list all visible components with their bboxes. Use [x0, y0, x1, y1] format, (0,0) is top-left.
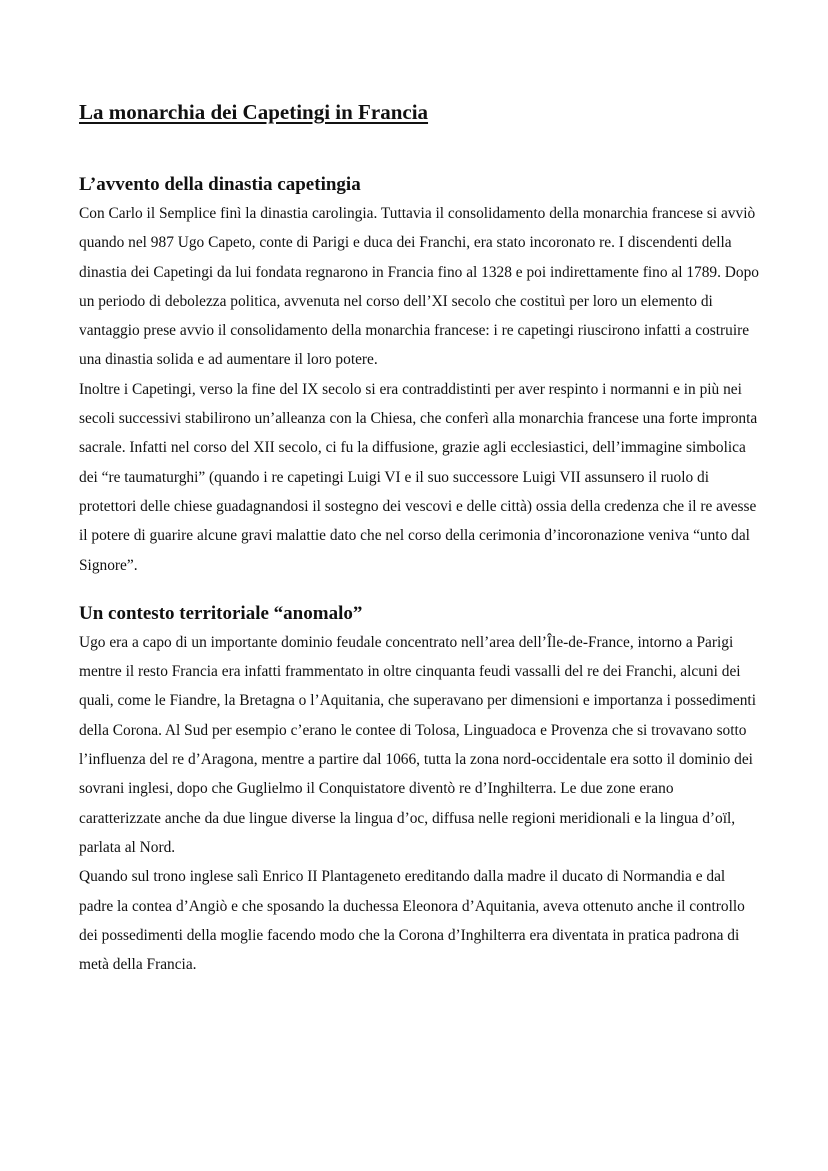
paragraph: Con Carlo il Semplice finì la dinastia carolingia. Tuttavia il consolidamento della monarchia francese si avviò quando nel 987 Ugo Capeto, conte di Parigi e duca dei Franchi, era stato incoronato re. I discendenti della dinastia dei Capetingi da lui fondata regnarono in Francia fino al 1328 e poi indirettamente fino al 1789. Dopo un periodo di debolezza politica, avvenuta nel corso dell’XI secolo che costituì per loro un elemento di vantaggio prese avvio il consolidamento della monarchia francese: i re capetingi riuscirono infatti a costruire una dinastia solida e ad aumentare il loro potere. — [79, 205, 759, 369]
document-page — [79, 95, 759, 979]
paragraph: Inoltre i Capetingi, verso la fine del IX secolo si era contraddistinti per aver respinto i normanni e in più nei secoli successivi stabilirono un’alleanza con la Chiesa, che conferì alla monarchia francese una forte impronta sacrale. Infatti nel corso del XII secolo, ci fu la diffusione, grazie agli ecclesiastici, dell’immagine simbolica dei “re taumaturghi” (quando i re capetingi Luigi VI e il suo successore Luigi VII assunsero il ruolo di protettori delle chiese guadagnandosi il sostegno dei vescovi e delle città) ossia della credenza che il re avesse il potere di guarire alcune gravi malattie dato che nel corso della cerimonia d’incoronazione veniva “unto dal Signore”. — [79, 380, 758, 574]
section-heading: L’avvento della dinastia capetingia — [79, 174, 361, 195]
page-title: La monarchia dei Capetingi in Francia — [79, 100, 429, 124]
section-heading: Un contesto territoriale “anomalo” — [79, 602, 363, 624]
paragraph: Quando sul trono inglese salì Enrico II Plantageneto ereditando dalla madre il ducato di Normandia e dal padre la contea d’Angiò e che sposando la duchessa Eleonora d’Aquitania, aveva ottenuto anche il controllo dei possedimenti della moglie facendo modo che la Corona d’Inghilterra era diventata in pratica padrona di metà della Francia. — [79, 868, 745, 974]
paragraph: Ugo era a capo di un importante dominio feudale concentrato nell’area dell’Île-de-France, intorno a Parigi mentre il resto Francia era infatti frammentato in oltre cinquanta feudi vassalli del re dei Franchi, alcuni dei quali, come le Fiandre, la Bretagna o l’Aquitania, che superavano per dimensioni e importanza i possedimenti della Corona. Al Sud per esempio c’erano le contee di Tolosa, Linguadoca e Provenza che si trovavano sotto l’influenza del re d’Aragona, mentre a partire dal 1066, tutta la zona nord-occidentale era sotto il dominio dei sovrani inglesi, dopo che Guglielmo il Conquistatore diventò re d’Inghilterra. Le due zone erano caratterizzate anche da due lingue diverse la lingua d’oc, diffusa nelle regioni meridionali e la lingua d’oïl, parlata al Nord. — [79, 633, 756, 856]
section-capetian-dynasty — [79, 171, 759, 580]
section-territorial-context — [79, 600, 759, 980]
